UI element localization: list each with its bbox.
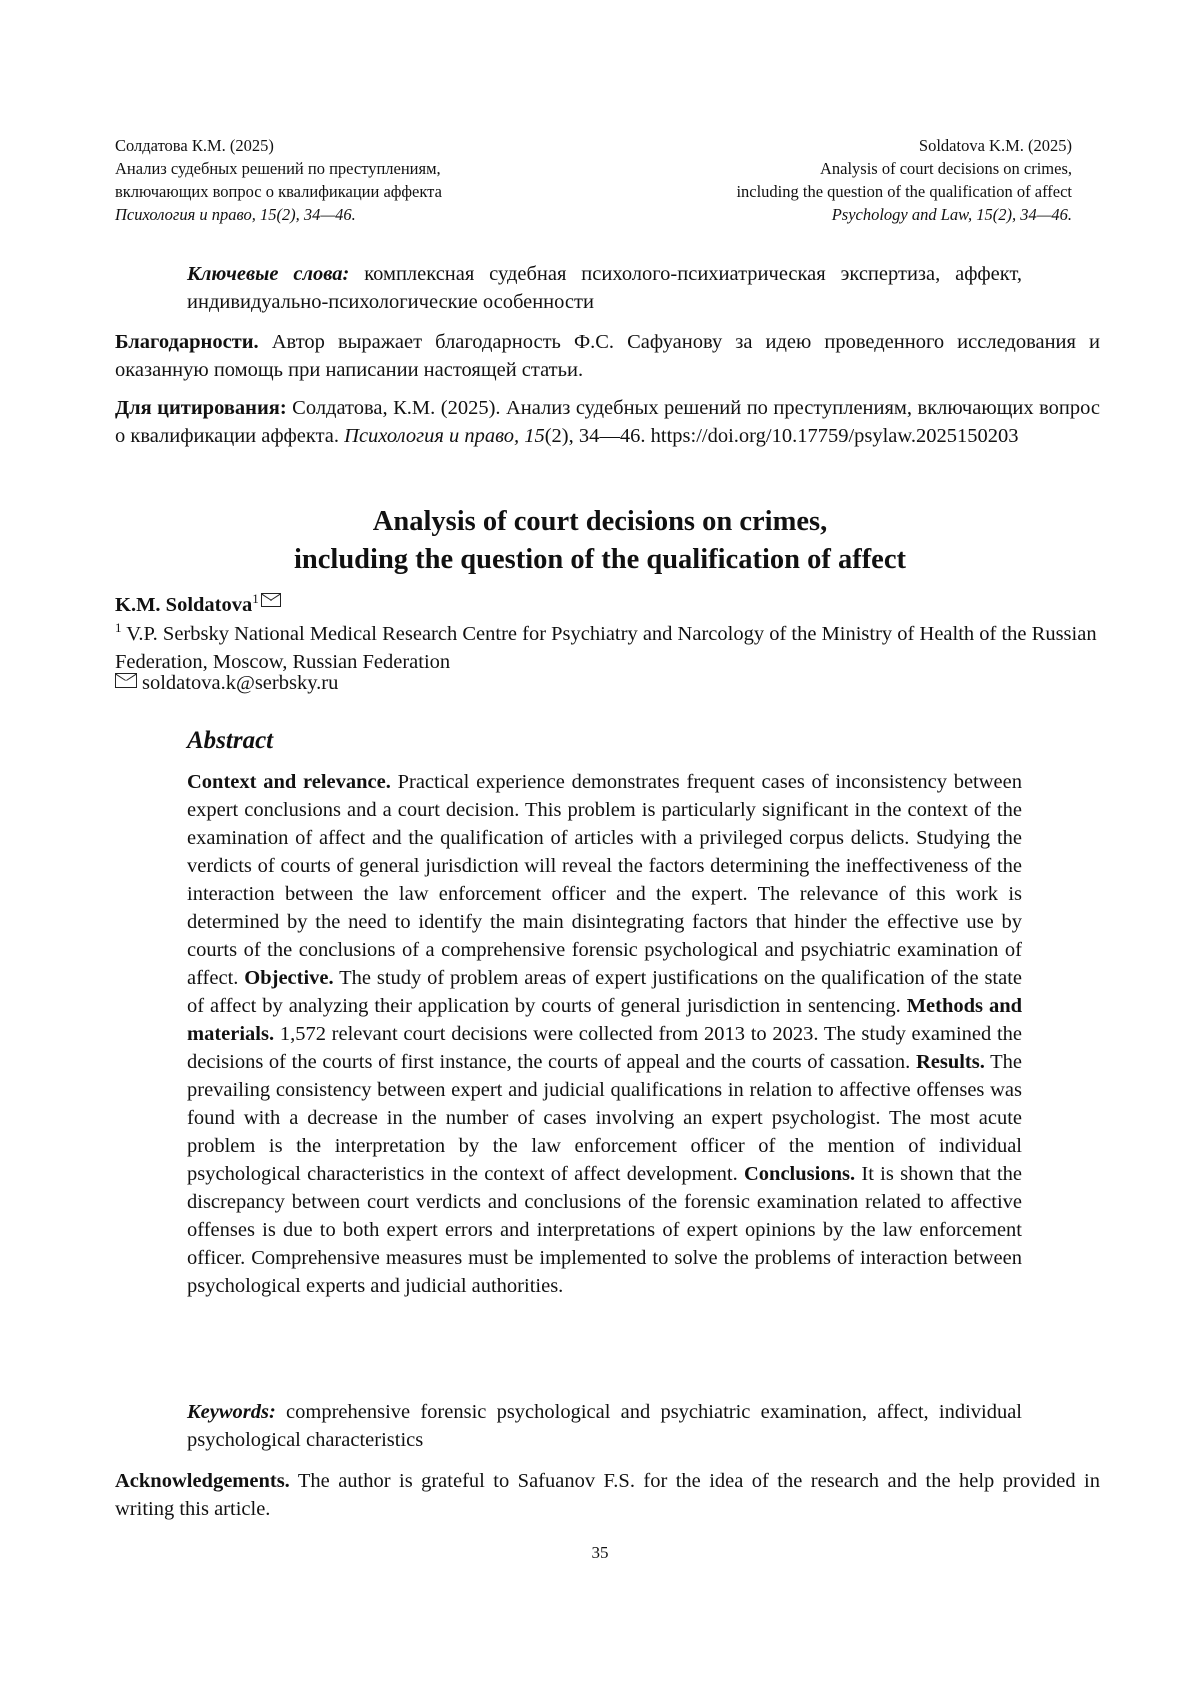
keywords-en-text: comprehensive forensic psychological and psychiatric examination, affect, individual psychological characteristics	[187, 1401, 1022, 1451]
acknowledgements-ru	[115, 328, 1100, 384]
acknowledgements-en-label: Acknowledgements.	[115, 1470, 290, 1492]
keywords-ru-label: Ключевые слова:	[187, 263, 350, 285]
header-title-en-line1: Analysis of court decisions on crimes,	[819, 159, 1072, 178]
running-header-en	[592, 134, 1072, 226]
affiliation-marker: 1	[115, 620, 122, 635]
running-header-ru	[115, 134, 595, 226]
affiliation	[115, 614, 1100, 676]
keywords-ru	[187, 260, 1022, 316]
citation-ru	[115, 394, 1100, 450]
header-author-en: Soldatova K.M. (2025)	[918, 136, 1072, 155]
objective-label: Objective.	[244, 967, 334, 989]
envelope-icon	[261, 593, 281, 607]
acknowledgements-ru-label: Благодарности.	[115, 331, 259, 353]
header-journal-en: Psychology and Law, 15(2), 34—46.	[831, 205, 1072, 224]
header-author-ru: Солдатова К.М. (2025)	[115, 136, 274, 155]
header-title-en-line2: including the question of the qualification of affect	[736, 182, 1072, 201]
objective-text: The study of problem areas of expert justifications on the qualification of the state of affect by analyzing their application by courts of general jurisdiction in sentencing.	[187, 967, 1023, 1017]
acknowledgements-ru-text: Автор выражает благодарность Ф.С. Сафуанову за идею проведенного исследования и оказанную помощь при написании настоящей статьи.	[115, 331, 1100, 381]
keywords-ru-text: комплексная судебная психолого-психиатрическая экспертиза, аффект, индивидуально-психологические особенности	[187, 263, 1022, 313]
conclusions-text: It is shown that the discrepancy between court verdicts and conclusions of the forensic examination related to affective offenses is due to both expert errors and interpretations of expert opinions by the law enforcement officer. Comprehensive measures must be implemented to solve the problems of interaction between psychological experts and judicial authorities.	[187, 1163, 1022, 1297]
results-text: The prevailing consistency between expert and judicial qualifications in relation to affective offenses was found with a decrease in the number of cases involving an expert psychologist. The most acute problem is the interpretation by the law enforcement officer of the mention of individual psychological characteristics in the context of affect development.	[187, 1051, 1022, 1185]
email-address[interactable]: soldatova.k@serbsky.ru	[142, 672, 339, 694]
abstract-heading: Abstract	[187, 727, 274, 754]
header-title-ru-line2: включающих вопрос о квалификации аффекта	[115, 182, 442, 201]
context-label: Context and relevance.	[187, 771, 391, 793]
conclusions-label: Conclusions.	[744, 1163, 856, 1185]
article-title-line2: including the question of the qualification of affect	[294, 544, 906, 575]
citation-ru-label: Для цитирования:	[115, 397, 287, 419]
keywords-en-label: Keywords:	[187, 1401, 276, 1423]
abstract-body	[187, 768, 1022, 1300]
article-title	[0, 503, 1200, 579]
author-name: K.M. Soldatova	[115, 593, 253, 616]
context-text: Practical experience demonstrates frequent cases of inconsistency between expert conclusions and a court decision. This problem is particularly significant in the context of the examination of affect and the qualification of articles with a privileged corpus delicts. Studying the verdicts of courts of general jurisdiction will reveal the factors determining the ineffectiveness of the interaction between the law enforcement officer and the expert. The relevance of this work is determined by the need to identify the main disintegrating factors that hinder the effective use by courts of the conclusions of a comprehensive forensic psychological and psychiatric examination of affect.	[187, 771, 1022, 989]
acknowledgements-en-text: The author is grateful to Safuanov F.S. for the idea of the research and the help provided in writing this article.	[115, 1470, 1100, 1520]
citation-ru-journal: Психология и право, 15	[344, 425, 545, 447]
results-label: Results.	[915, 1051, 985, 1073]
author-email	[115, 669, 338, 697]
acknowledgements-en	[115, 1467, 1100, 1523]
page-number: 35	[591, 1543, 609, 1562]
keywords-en	[187, 1398, 1022, 1454]
methods-text: 1,572 relevant court decisions were collected from 2013 to 2023. The study examined the decisions of the courts of first instance, the courts of appeal and the courts of cassation.	[187, 1023, 1022, 1073]
header-title-ru-line1: Анализ судебных решений по преступлениям,	[115, 159, 441, 178]
article-title-line1: Analysis of court decisions on crimes,	[372, 506, 828, 537]
envelope-icon	[115, 673, 137, 688]
methods-label: Methods and materials.	[187, 995, 1022, 1045]
citation-ru-text: Солдатова, К.М. (2025). Анализ судебных решений по преступлениям, включающих вопрос о квалификации аффекта.	[115, 397, 1100, 447]
header-journal-ru: Психология и право, 15(2), 34—46.	[115, 205, 356, 224]
author-affiliation-marker: 1	[252, 591, 259, 606]
citation-ru-doi: (2), 34—46. https://doi.org/10.17759/psylaw.2025150203	[544, 425, 1019, 447]
affiliation-text: V.P. Serbsky National Medical Research Centre for Psychiatry and Narcology of the Ministry of Health of the Russian Federation, Moscow, Russian Federation	[115, 622, 1097, 673]
